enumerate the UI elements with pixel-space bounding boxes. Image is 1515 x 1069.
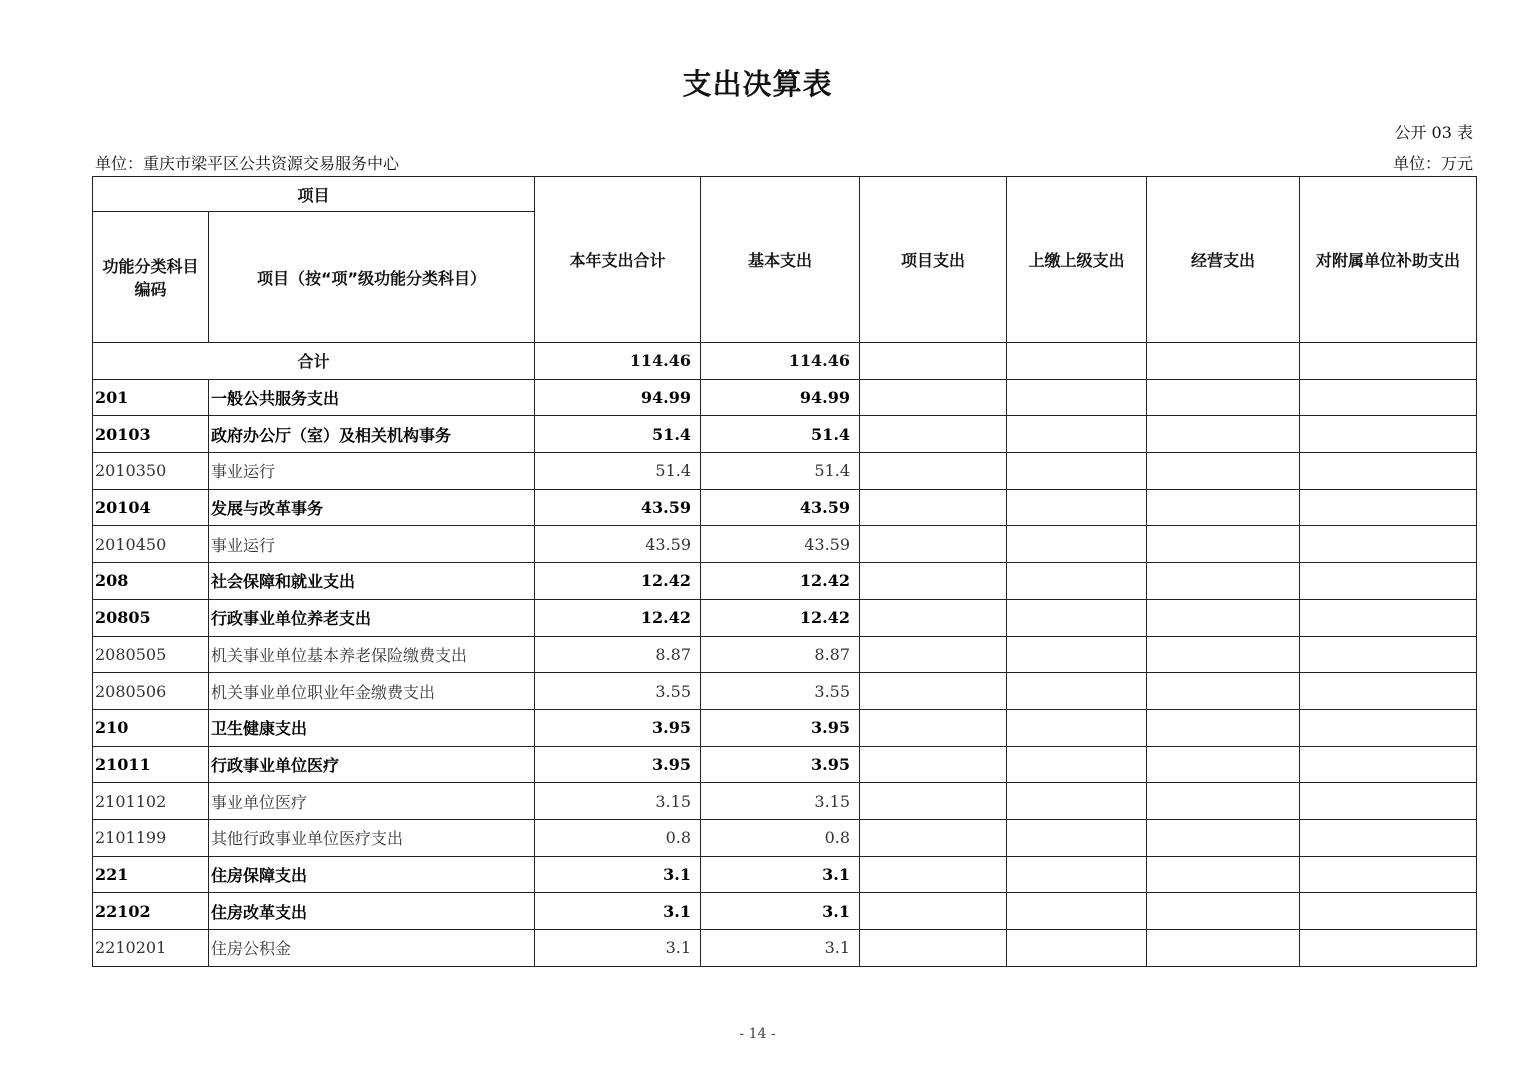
row-basic: 3.1 (701, 856, 860, 893)
empty-cell (1147, 453, 1300, 490)
empty-cell (860, 599, 1007, 636)
row-name: 行政事业单位医疗 (209, 746, 535, 783)
row-name: 机关事业单位职业年金缴费支出 (209, 673, 535, 710)
row-name: 发展与改革事务 (209, 489, 535, 526)
row-code: 201 (93, 379, 209, 416)
empty-cell (1147, 709, 1300, 746)
row-total: 43.59 (535, 526, 701, 563)
header-name: 项目（按“项”级功能分类科目） (209, 212, 535, 343)
empty-cell (860, 563, 1007, 600)
organization-unit: 单位：重庆市梁平区公共资源交易服务中心 (95, 154, 400, 173)
empty-cell (1300, 930, 1477, 967)
row-name: 事业单位医疗 (209, 783, 535, 820)
empty-cell (1300, 819, 1477, 856)
empty-cell (860, 636, 1007, 673)
empty-cell (1300, 526, 1477, 563)
row-basic: 3.95 (701, 746, 860, 783)
empty-cell (1007, 893, 1147, 930)
empty-cell (1300, 599, 1477, 636)
row-total: 43.59 (535, 489, 701, 526)
empty-cell (1147, 673, 1300, 710)
header-total: 本年支出合计 (535, 177, 701, 343)
row-code: 21011 (93, 746, 209, 783)
empty-cell (860, 379, 1007, 416)
currency-unit: 单位：万元 (1392, 154, 1473, 173)
empty-cell (1007, 453, 1147, 490)
empty-cell (1300, 343, 1477, 380)
empty-cell (1300, 379, 1477, 416)
row-name: 社会保障和就业支出 (209, 563, 535, 600)
row-basic: 3.15 (701, 783, 860, 820)
header-basic: 基本支出 (701, 177, 860, 343)
table-row (93, 746, 1477, 783)
header-subsidy: 对附属单位补助支出 (1300, 177, 1477, 343)
empty-cell (1300, 673, 1477, 710)
row-code: 210 (93, 709, 209, 746)
empty-cell (1007, 930, 1147, 967)
row-name: 住房保障支出 (209, 856, 535, 893)
empty-cell (1007, 856, 1147, 893)
empty-cell (1007, 746, 1147, 783)
empty-cell (860, 746, 1007, 783)
row-total: 0.8 (535, 819, 701, 856)
empty-cell (1300, 856, 1477, 893)
row-total: 12.42 (535, 599, 701, 636)
total-sum: 114.46 (535, 343, 701, 380)
empty-cell (1147, 489, 1300, 526)
header-code: 功能分类科目编码 (93, 212, 209, 343)
row-code: 2080505 (93, 636, 209, 673)
row-total: 3.1 (535, 893, 701, 930)
table-row (93, 709, 1477, 746)
empty-cell (860, 489, 1007, 526)
row-name: 卫生健康支出 (209, 709, 535, 746)
row-total: 12.42 (535, 563, 701, 600)
header-project-expenditure: 项目支出 (860, 177, 1007, 343)
row-total: 3.1 (535, 856, 701, 893)
empty-cell (1147, 746, 1300, 783)
row-name: 机关事业单位基本养老保险缴费支出 (209, 636, 535, 673)
empty-cell (1007, 709, 1147, 746)
total-basic: 114.46 (701, 343, 860, 380)
row-name: 政府办公厅（室）及相关机构事务 (209, 416, 535, 453)
empty-cell (860, 856, 1007, 893)
row-basic: 51.4 (701, 453, 860, 490)
table-row (93, 930, 1477, 967)
empty-cell (860, 893, 1007, 930)
empty-cell (860, 709, 1007, 746)
empty-cell (1007, 783, 1147, 820)
empty-cell (1147, 819, 1300, 856)
empty-cell (1147, 343, 1300, 380)
row-basic: 12.42 (701, 599, 860, 636)
empty-cell (1007, 599, 1147, 636)
empty-cell (860, 930, 1007, 967)
table-row (93, 893, 1477, 930)
row-name: 事业运行 (209, 453, 535, 490)
total-row (93, 343, 1477, 380)
table-row (93, 563, 1477, 600)
empty-cell (1007, 636, 1147, 673)
empty-cell (1300, 746, 1477, 783)
page-number: - 14 - (739, 1026, 776, 1042)
table-row (93, 783, 1477, 820)
form-number: 公开 03 表 (1394, 123, 1473, 142)
row-total: 3.95 (535, 746, 701, 783)
empty-cell (860, 526, 1007, 563)
row-basic: 8.87 (701, 636, 860, 673)
empty-cell (1007, 416, 1147, 453)
empty-cell (860, 343, 1007, 380)
empty-cell (1007, 489, 1147, 526)
empty-cell (1007, 526, 1147, 563)
expenditure-table (92, 176, 1477, 967)
empty-cell (1300, 489, 1477, 526)
row-code: 208 (93, 563, 209, 600)
row-total: 3.55 (535, 673, 701, 710)
row-name: 一般公共服务支出 (209, 379, 535, 416)
header-upper-payment: 上缴上级支出 (1007, 177, 1147, 343)
row-name: 行政事业单位养老支出 (209, 599, 535, 636)
row-total: 3.1 (535, 930, 701, 967)
empty-cell (1300, 783, 1477, 820)
empty-cell (1300, 636, 1477, 673)
row-name: 事业运行 (209, 526, 535, 563)
table-row (93, 599, 1477, 636)
empty-cell (860, 416, 1007, 453)
row-basic: 3.95 (701, 709, 860, 746)
row-basic: 12.42 (701, 563, 860, 600)
row-total: 8.87 (535, 636, 701, 673)
row-code: 20103 (93, 416, 209, 453)
table-row (93, 489, 1477, 526)
empty-cell (860, 453, 1007, 490)
row-code: 20104 (93, 489, 209, 526)
empty-cell (1147, 416, 1300, 453)
row-basic: 43.59 (701, 526, 860, 563)
row-total: 3.95 (535, 709, 701, 746)
page-title: 支出决算表 (682, 67, 833, 101)
row-code: 2210201 (93, 930, 209, 967)
empty-cell (1147, 563, 1300, 600)
row-code: 22102 (93, 893, 209, 930)
empty-cell (1147, 930, 1300, 967)
row-code: 2101102 (93, 783, 209, 820)
empty-cell (860, 783, 1007, 820)
empty-cell (1300, 709, 1477, 746)
table-row (93, 526, 1477, 563)
row-basic: 94.99 (701, 379, 860, 416)
row-basic: 51.4 (701, 416, 860, 453)
empty-cell (860, 819, 1007, 856)
empty-cell (1147, 783, 1300, 820)
row-basic: 0.8 (701, 819, 860, 856)
row-name: 住房改革支出 (209, 893, 535, 930)
empty-cell (1147, 856, 1300, 893)
row-name: 住房公积金 (209, 930, 535, 967)
empty-cell (1300, 416, 1477, 453)
table-row (93, 636, 1477, 673)
empty-cell (1300, 453, 1477, 490)
empty-cell (1147, 893, 1300, 930)
table-row (93, 819, 1477, 856)
header-business: 经营支出 (1147, 177, 1300, 343)
table-row (93, 856, 1477, 893)
table-row (93, 416, 1477, 453)
table-row (93, 453, 1477, 490)
row-total: 51.4 (535, 416, 701, 453)
row-basic: 3.1 (701, 893, 860, 930)
empty-cell (1007, 673, 1147, 710)
empty-cell (1007, 343, 1147, 380)
row-code: 20805 (93, 599, 209, 636)
empty-cell (860, 673, 1007, 710)
empty-cell (1147, 379, 1300, 416)
empty-cell (1007, 563, 1147, 600)
row-total: 3.15 (535, 783, 701, 820)
total-label: 合计 (93, 343, 535, 380)
empty-cell (1007, 379, 1147, 416)
empty-cell (1147, 526, 1300, 563)
row-total: 94.99 (535, 379, 701, 416)
row-name: 其他行政事业单位医疗支出 (209, 819, 535, 856)
row-basic: 43.59 (701, 489, 860, 526)
table-row (93, 379, 1477, 416)
header-project: 项目 (93, 177, 535, 212)
row-code: 2080506 (93, 673, 209, 710)
empty-cell (1300, 893, 1477, 930)
row-basic: 3.1 (701, 930, 860, 967)
table-row (93, 673, 1477, 710)
row-total: 51.4 (535, 453, 701, 490)
row-code: 2101199 (93, 819, 209, 856)
empty-cell (1300, 563, 1477, 600)
empty-cell (1147, 599, 1300, 636)
empty-cell (1007, 819, 1147, 856)
row-code: 2010350 (93, 453, 209, 490)
row-code: 2010450 (93, 526, 209, 563)
row-code: 221 (93, 856, 209, 893)
row-basic: 3.55 (701, 673, 860, 710)
empty-cell (1147, 636, 1300, 673)
